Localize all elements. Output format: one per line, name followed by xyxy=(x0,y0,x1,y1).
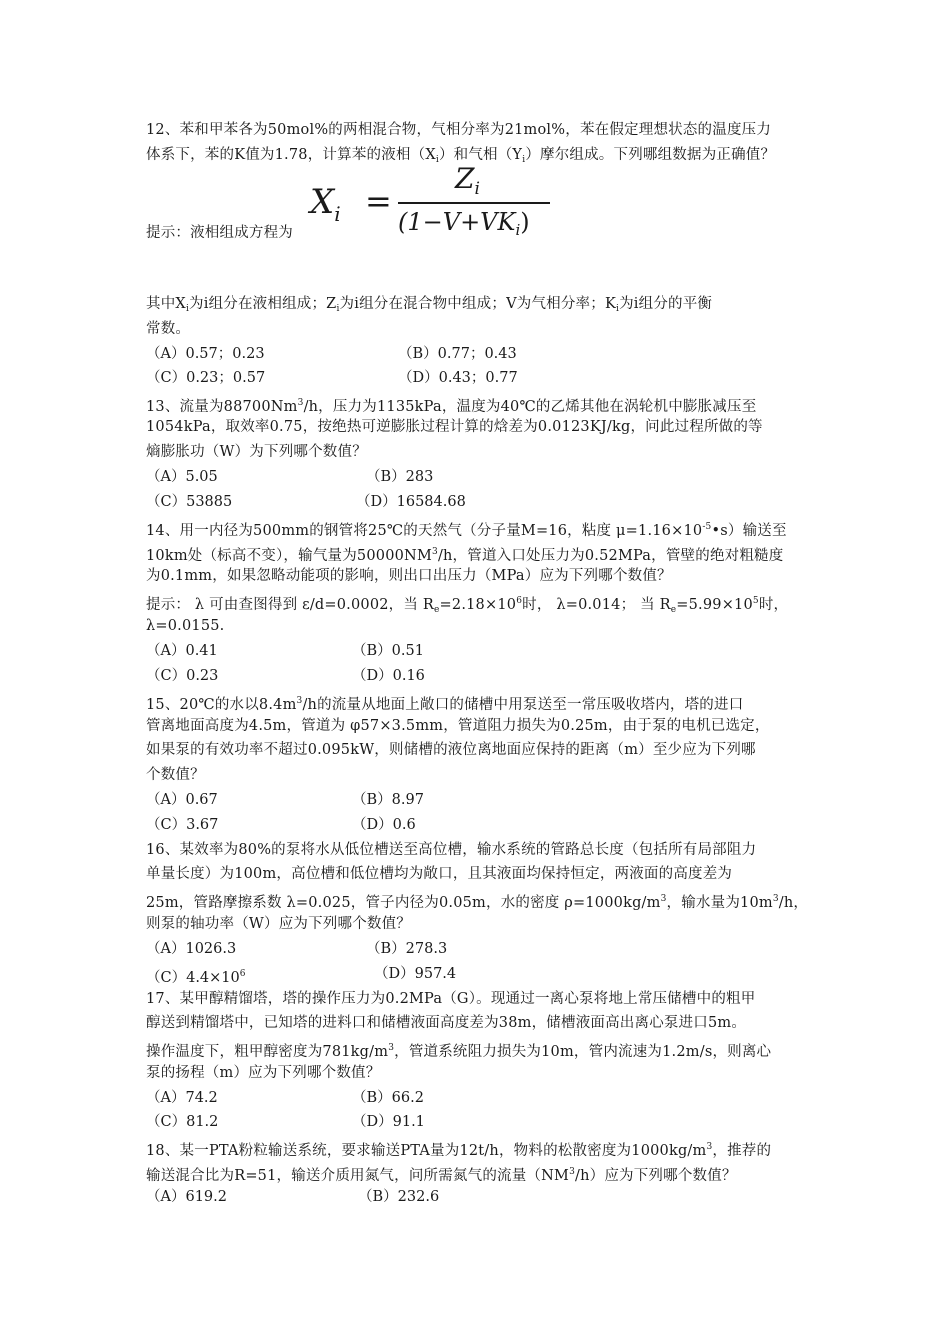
q15-option-b: （B）8.97 xyxy=(352,792,424,808)
q14-hint-2: λ=0.0155. xyxy=(146,618,225,634)
formula-numerator: $Z_i$ xyxy=(455,162,480,199)
formula-lhs: $X_i$ xyxy=(310,182,341,226)
q15-line-3: 如果泵的有效功率不超过0.095kW，则储槽的液位离地面应保持的距离（m）至少应为下列哪 xyxy=(146,742,756,758)
q15-option-c: （C）3.67 xyxy=(146,817,219,833)
q16-option-a: （A）1026.3 xyxy=(146,941,237,957)
q12-explain-1: 其中$X_i$为i组分在液相组成；$Z_i$为i组分在混合物中组成；V为气相分率；$K_i$为i组分的平衡 xyxy=(146,296,713,314)
q17-line-2: 醇送到精馏塔中，已知塔的进料口和储槽液面高度差为38m，储槽液面高出离心泵进口5m。 xyxy=(146,1015,747,1031)
q15-line-1: 15、20℃的水以$8.4m^3/h$的流量从地面上敞口的储槽中用泵送至一常压吸收塔内，塔的进口 xyxy=(146,696,744,713)
q14-hint: 提示： λ 可由查图得到 ε/d=0.0002，当 $R_e=2.18\times 10^6$时， λ=0.014； 当 $R_e=5.99\times 10^5$时， xyxy=(146,596,789,615)
q17-line-3: 操作温度下，粗甲醇密度为$781kg/m^3$，管道系统阻力损失为10m，管内流速为1.2m/s，则离心 xyxy=(146,1043,772,1060)
formula-equals: = xyxy=(365,182,392,220)
q16-option-b: （B）278.3 xyxy=(366,941,448,957)
liquid-composition-formula xyxy=(310,162,550,242)
q14-option-d: （D）0.16 xyxy=(352,668,425,684)
q12-option-c: （C）0.23；0.57 xyxy=(146,370,266,386)
q13-option-c: （C）53885 xyxy=(146,494,233,510)
q12-option-d: （D）0.43；0.77 xyxy=(398,370,518,386)
q13-line-1: 13、流量为88700Nm$^3$/h，压力为1135kPa，温度为40℃的乙烯其他在涡轮机中膨胀减压至 xyxy=(146,398,757,415)
q16-option-c: $(C)4.4\times 10^6$ xyxy=(146,969,246,986)
q18-line-2: 输送混合比为R=51，输送介质用氮气，问所需氮气的流量$(NM^3/h)$应为下列哪个数值？ xyxy=(146,1167,737,1184)
q13-line-3: 熵膨胀功（W）为下列哪个数值？ xyxy=(146,444,367,460)
q18-option-a: （A）619.2 xyxy=(146,1189,227,1205)
q12-line-1: 12、苯和甲苯各为50mol%的两相混合物，气相分率为21mol%，苯在假定理想状态的温度压力 xyxy=(146,122,772,138)
q12-explain-2: 常数。 xyxy=(146,321,191,337)
q17-option-b: （B）66.2 xyxy=(352,1090,424,1106)
formula-denominator: $(1-V+VK_i)$ xyxy=(398,208,530,239)
q17-option-a: （A）74.2 xyxy=(146,1090,218,1106)
q16-line-1: 16、某效率为80%的泵将水从低位槽送至高位槽，输水系统的管路总长度（包括所有局部阻力 xyxy=(146,842,757,858)
q14-option-c: （C）0.23 xyxy=(146,668,219,684)
q17-line-4: 泵的扬程（m）应为下列哪个数值？ xyxy=(146,1065,381,1081)
q12-hint: 提示：液相组成方程为 xyxy=(146,225,293,241)
q15-line-4: 个数值？ xyxy=(146,767,205,783)
q14-option-b: （B）0.51 xyxy=(352,643,424,659)
q14-line-1: 14、用一内径为500mm的钢管将25℃的天然气（分子量M=16，粘度 $\mu=1.16\times 10^{-5}•s$）输送至 xyxy=(146,522,787,539)
q17-option-c: （C）81.2 xyxy=(146,1114,219,1130)
q16-line-3: 25m，管路摩擦系数 λ=0.025，管子内径为0.05m，水的密度 $\rho=1000kg/m^3$，输水量为$10m^3/h$， xyxy=(146,894,809,911)
q17-line-1: 17、某甲醇精馏塔，塔的操作压力为0.2MPa（G）。现通过一离心泵将地上常压储槽中的粗甲 xyxy=(146,991,756,1007)
q15-option-d: （D）0.6 xyxy=(352,817,416,833)
q16-line-2: 单量长度）为100m，高位槽和低位槽均为敞口，且其液面均保持恒定，两液面的高度差为 xyxy=(146,866,733,882)
q18-line-1: 18、某一PTA粉粒输送系统，要求输送PTA量为12t/h，物料的松散密度为$1000kg/m^3$，推荐的 xyxy=(146,1142,772,1159)
q16-line-4: 则泵的轴功率（W）应为下列哪个数值？ xyxy=(146,916,412,932)
q15-line-2: 管离地面高度为4.5m，管道为 φ57×3.5mm，管道阻力损失为0.25m，由于泵的电机已选定， xyxy=(146,718,770,734)
q12-line-2: 体系下，苯的K值为1.78，计算苯的液相$(X_i)$和气相$(Y_i)$摩尔组成。下列哪组数据为正确值？ xyxy=(146,147,776,165)
q18-option-b: （B）232.6 xyxy=(358,1189,440,1205)
q13-line-2: 1054kPa，取效率0.75，按绝热可逆膨胀过程计算的焓差为0.0123KJ/kg，问此过程所做的等 xyxy=(146,419,763,435)
q14-line-3: 为0.1mm，如果忽略动能项的影响，则出口出压力（MPa）应为下列哪个数值？ xyxy=(146,568,672,584)
q13-option-b: （B）283 xyxy=(366,469,434,485)
q14-line-2: 10km处（标高不变），输气量为$50000NM^3/h$，管道入口处压力为0.52MPa，管壁的绝对粗糙度 xyxy=(146,547,784,564)
q17-option-d: （D）91.1 xyxy=(352,1114,425,1130)
q12-option-b: （B）0.77；0.43 xyxy=(398,346,517,362)
q12-option-a: （A）0.57；0.23 xyxy=(146,346,265,362)
q13-option-a: （A）5.05 xyxy=(146,469,218,485)
q15-option-a: （A）0.67 xyxy=(146,792,218,808)
q16-option-d: （D）957.4 xyxy=(374,966,457,982)
q14-option-a: （A）0.41 xyxy=(146,643,218,659)
fraction-bar xyxy=(398,202,550,204)
q13-option-d: （D）16584.68 xyxy=(356,494,466,510)
